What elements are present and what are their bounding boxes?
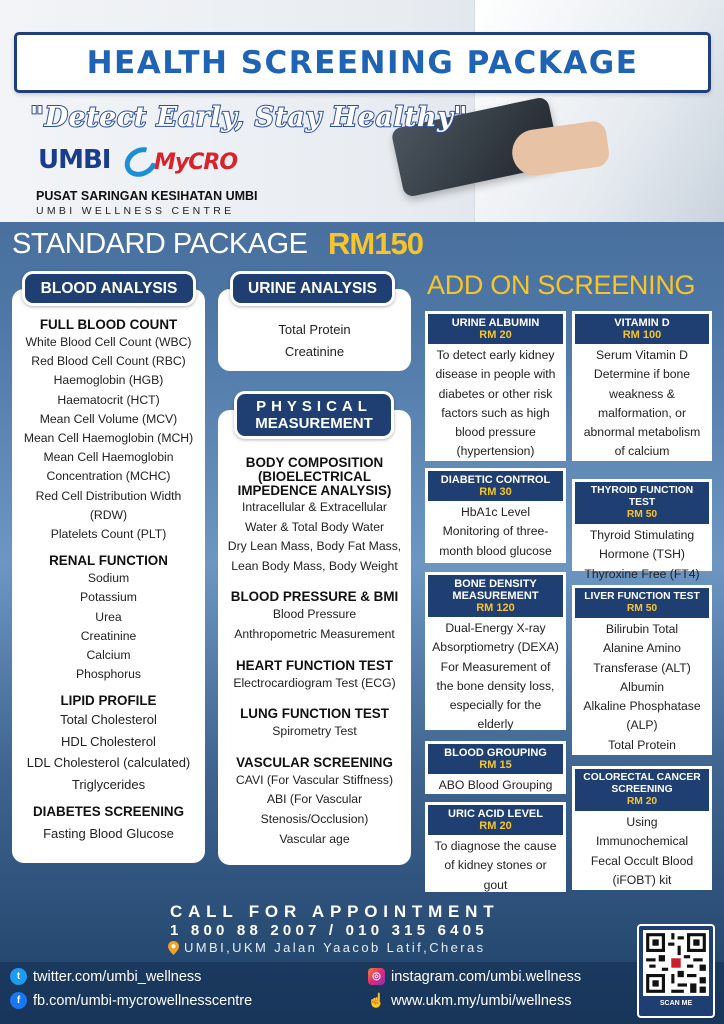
renal-function-list [12,569,205,684]
list-item: Total Protein [608,737,676,752]
lipid-profile-list [12,709,205,795]
list-item: Using [626,815,658,829]
list-item: Fecal Occult Blood [590,853,694,868]
list-item: Fasting Blood Glucose [43,826,174,842]
list-item: Lean Body Mass, Body Weight [231,558,398,573]
list-item: LDL Cholesterol (calculated) [26,755,191,771]
list-item: ABO Blood Grouping [438,778,553,792]
list-item: Immunochemical [595,834,689,849]
facebook-text: fb.com/umbi-mycrowellnesscentre [33,992,253,1009]
addon-name: THYROID FUNCTION TEST [590,485,694,508]
addon-colorectal-cancer [572,766,712,890]
vascular-screening-list [218,771,411,849]
list-item: To detect early kidney [436,348,555,362]
physical-measurement-title-line2: MEASUREMENT [255,415,373,432]
list-item: Total Cholesterol [60,712,157,728]
list-item: Creatinine [80,628,137,643]
page-title: HEALTH SCREENING PACKAGE [86,44,639,81]
list-item: factors such as high [441,405,550,420]
diabetes-screening-heading: DIABETES SCREENING [32,804,185,820]
list-item: Thyroid Stimulating [589,528,695,542]
heading-line: BODY COMPOSITION [245,455,384,470]
lung-function-list [218,722,411,742]
list-item: Intracellular & Extracellular [242,500,387,514]
addon-thyroid-function [572,479,712,581]
centre-name: PUSAT SARINGAN KESIHATAN UMBI [36,189,258,203]
lung-function-heading: LUNG FUNCTION TEST [240,706,389,722]
list-item: White Blood Cell Count (WBC) [25,335,192,349]
qr-code-box[interactable] [637,924,715,1018]
list-item: Red Cell Distribution Width [35,488,182,503]
scan-me-label: SCAN ME [659,1000,693,1007]
list-item: ABI (For Vascular [266,792,363,807]
addon-price: RM 20 [479,820,512,832]
heading-line: IMPEDENCE ANALYSIS) [237,483,392,498]
addon-name: VITAMIN D [614,317,670,329]
list-item: Mean Cell Haemoglobin [43,450,174,465]
body-composition-list [218,498,411,576]
list-item: Spirometry Test [272,724,357,739]
blood-analysis-title: BLOOD ANALYSIS [22,271,196,306]
instagram-link[interactable] [368,968,581,985]
umbi-logo-text: UMBI [38,145,111,175]
blood-pressure-heading: BLOOD PRESSURE & BMI [230,589,399,605]
blood-pressure-list [218,605,411,644]
addon-price: RM 20 [626,796,658,807]
list-item: Alanine Amino [603,641,681,656]
list-item: Blood Pressure [272,607,357,622]
list-item: Total Protein [278,322,351,337]
addon-header [575,482,709,524]
list-item: Mean Cell Volume (MCV) [39,411,178,426]
list-item: For Measurement of [440,659,551,674]
instagram-text: instagram.com/umbi.wellness [391,968,582,985]
mycro-logo-text: MyCRO [154,150,238,175]
instagram-icon: ◎ [368,968,385,985]
urine-analysis-title: URINE ANALYSIS [230,271,395,306]
website-link[interactable] [368,992,572,1009]
addon-vitamin-d [572,311,712,461]
twitter-text: twitter.com/umbi_wellness [33,968,202,985]
list-item: month blood glucose [439,543,552,558]
list-item: Mean Cell Haemoglobin (MCH) [23,431,194,446]
title-banner [14,32,711,93]
lipid-profile-heading: LIPID PROFILE [60,693,157,709]
list-item: diabetes or other risk [438,386,553,401]
addon-name: URINE ALBUMIN [451,317,540,329]
list-item: elderly [477,717,514,732]
list-item: To diagnose the cause [434,839,557,853]
list-item: Urea [95,609,122,624]
addon-header [428,575,563,617]
addon-uric-acid [425,802,566,892]
phone-numbers[interactable]: 1 800 88 2007 / 010 315 6405 [170,922,488,939]
physical-measurement-title-line1: PHYSICAL [256,398,372,415]
addon-body [428,501,563,561]
heart-function-list [218,674,411,694]
list-item: Hormone (TSH) [598,547,685,562]
list-item: gout [483,877,508,892]
addon-name: LIVER FUNCTION TEST [584,591,700,602]
physical-measurement-title [234,391,394,439]
list-item: Electrocardiogram Test (ECG) [233,675,396,690]
location-pin-icon [168,941,179,955]
website-text: www.ukm.my/umbi/wellness [391,992,572,1009]
list-item: especially for the [449,698,542,713]
blood-analysis-panel [12,289,205,863]
addon-price: RM 100 [622,329,662,341]
addon-body [575,811,709,890]
diabetes-screening-list [12,822,205,846]
list-item: weakness & [609,386,675,401]
list-item: Absorptiometry (DEXA) [432,640,559,655]
addon-blood-grouping [425,741,566,794]
list-item: Dual-Energy X-ray [445,621,546,635]
list-item: the bone density loss, [436,678,555,693]
addon-body [428,344,563,462]
physical-measurement-panel [218,410,411,865]
list-item: Water & Total Body Water [244,519,385,534]
addon-header [575,588,709,618]
vascular-screening-heading: VASCULAR SCREENING [236,754,393,770]
list-item: (ALP) [626,718,658,733]
addon-header [428,314,563,344]
addon-name: DIABETIC CONTROL [440,474,551,486]
addon-name: MEASUREMENT [452,590,539,602]
list-item: Sodium [87,571,130,586]
addon-bone-density [425,572,566,730]
list-item: Haemoglobin (HGB) [53,373,164,388]
addon-name: BONE DENSITY [454,578,537,590]
renal-function-heading: RENAL FUNCTION [49,553,168,569]
addon-name: BLOOD GROUPING [444,747,547,759]
list-item: HDL Cholesterol [61,733,156,749]
addon-name: COLORECTAL CANCER [583,772,701,783]
list-item: Vascular age [279,831,350,846]
list-item: of kidney stones or [444,858,547,873]
addon-liver-function [572,585,712,755]
list-item: Transferase (ALT) [593,660,691,675]
addon-header [428,471,563,501]
heart-function-heading: HEART FUNCTION TEST [236,657,393,673]
mycro-logo [124,146,254,180]
list-item: CAVI (For Vascular Stiffness) [235,772,394,787]
addon-header [428,805,563,835]
list-item: (RDW) [89,507,128,522]
addon-price: RM 50 [626,603,658,614]
list-item: Thyroxine Free (FT4) [584,566,700,581]
addon-body [428,835,563,895]
list-item: Potassium [80,590,137,605]
list-item: Alkaline Phosphatase [583,699,701,714]
centre-name-english: UMBI WELLNESS CENTRE [36,205,235,217]
addon-body [428,774,563,795]
list-item: Phosphorus [75,667,142,682]
facebook-link[interactable] [10,992,252,1009]
twitter-icon: t [10,968,27,985]
list-item: malformation, or [597,405,687,420]
list-item: Concentration (MCHC) [46,469,171,484]
addon-diabetic-control [425,468,566,563]
full-blood-count-list [12,333,205,544]
list-item: HbA1c Level [460,505,531,519]
twitter-link[interactable] [10,968,201,985]
addon-price: RM 15 [479,759,512,771]
addon-body [428,617,563,735]
list-item: Bilirubin Total [605,622,679,636]
list-item: Creatinine [284,344,345,359]
list-item: Platelets Count (PLT) [50,527,167,542]
list-item: of calcium [614,444,670,459]
addon-price: RM 20 [479,329,512,341]
list-item: (iFOBT) kit [612,872,672,887]
addon-body [575,524,709,584]
list-item: Red Blood Cell Count (RBC) [31,354,186,369]
addon-name: SCREENING [611,784,673,795]
umbi-logo [38,145,114,181]
addon-screening-title: ADD ON SCREENING [427,270,696,300]
list-item: disease in people with [435,367,556,382]
addon-price: RM 50 [626,509,658,520]
list-item: Haematocrit (HCT) [57,392,160,407]
standard-package-label: STANDARD PACKAGE [12,228,308,260]
addon-urine-albumin [425,311,566,461]
list-item: (hypertension) [456,444,535,459]
list-item: blood pressure [455,425,536,440]
list-item: Serum Vitamin D [596,348,688,362]
list-item: abnormal metabolism [583,425,701,440]
addon-price: RM 30 [479,486,512,498]
addon-price: RM 120 [476,602,515,614]
click-pointer-icon: ☝ [367,992,386,1008]
list-item: Dry Lean Mass, Body Fat Mass, [227,539,402,554]
addon-header [428,744,563,774]
full-blood-count-heading: FULL BLOOD COUNT [39,317,178,332]
qr-code-icon [643,930,709,996]
call-for-appointment: CALL FOR APPOINTMENT [170,902,500,921]
addon-header [575,769,709,811]
list-item: Triglycerides [71,776,146,792]
list-item: Calcium [86,648,131,663]
list-item: Determine if bone [593,367,691,382]
standard-package-price: RM150 [328,226,423,261]
list-item: Monitoring of three- [442,524,549,539]
address: UMBI,UKM Jalan Yaacob Latif,Cheras [184,940,486,955]
tagline: "Detect Early, Stay Healthy" [30,102,468,133]
addon-name: URIC ACID LEVEL [448,808,543,820]
addon-body [575,344,709,462]
facebook-icon: f [10,992,27,1009]
addon-header [575,314,709,344]
list-item: Albumin [619,679,665,694]
list-item: Stenosis/Occlusion) [260,811,369,826]
heading-line: (BIOELECTRICAL [257,469,372,484]
list-item: Anthropometric Measurement [234,626,395,641]
addon-body [575,618,709,755]
body-composition-heading [218,456,411,498]
